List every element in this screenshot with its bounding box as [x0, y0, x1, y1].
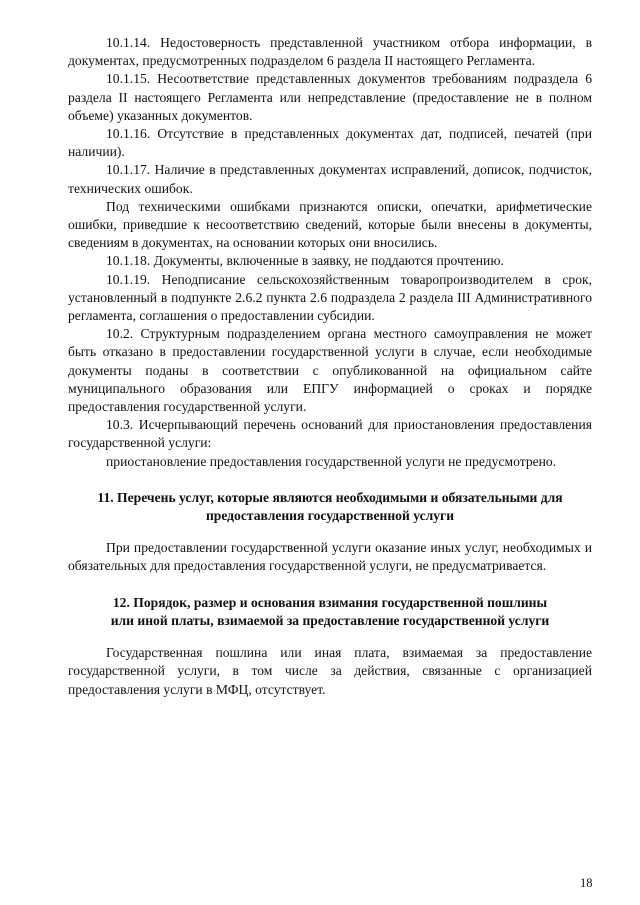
paragraph-10-2: 10.2. Структурным подразделением органа местного самоуправления не может быть отказано в предоставлении государственной услуги в случае, если необходимые документы поданы в соответствии с опубликованной на официальном сайте муниципального образования или ЕПГУ информацией о сроках и порядке предоставления государственной услуги. — [68, 326, 592, 415]
paragraph-suspension: приостановление предоставления государственной услуги не предусмотрено. — [106, 453, 557, 469]
paragraph-10-1-16: 10.1.16. Отсутствие в представленных документах дат, подписей, печатей (при наличии). — [68, 126, 592, 160]
section-11-body: При предоставлении государственной услуги оказание иных услуг, необходимых и обязательных для предоставления государственной услуги, не предусматривается. — [68, 540, 592, 574]
section-12-title-line-2: или иной платы, взимаемой за предоставление государственной услуги — [110, 612, 550, 628]
page-number: 18 — [580, 876, 593, 890]
document-page — [68, 34, 592, 699]
paragraph-10-1-15: 10.1.15. Несоответствие представленных документов требованиям подраздела 6 раздела II настоящего Регламента или непредставление (предоставление не в полном объеме) указанных документов. — [68, 71, 592, 123]
section-gap — [68, 471, 592, 489]
section-12-heading — [68, 594, 592, 630]
section-11-heading — [68, 489, 592, 525]
section-gap — [68, 525, 592, 539]
paragraph-10-1-14: 10.1.14. Недостоверность представленной участником отбора информации, в документах, предусмотренных подразделом 6 раздела II настоящего Регламента. — [68, 35, 592, 69]
paragraph-10-1-18: 10.1.18. Документы, включенные в заявку, не поддаются прочтению. — [106, 253, 504, 269]
section-12-title-line-1: 12. Порядок, размер и основания взимания государственной пошлины — [112, 594, 548, 610]
section-12-body: Государственная пошлина или иная плата, взимаемая за предоставление государственной услуги, в том числе за действия, связанные с организацией предоставления услуги в МФЦ, отсутствует. — [68, 645, 592, 697]
section-11-title-line-1: 11. Перечень услуг, которые являются необходимыми и обязательными для — [97, 489, 563, 505]
section-11-title-line-2: предоставления государственной услуги — [205, 508, 455, 524]
paragraph-technical-errors: Под техническими ошибками признаются описки, опечатки, арифметические ошибки, приведшие к несоответствию сведений, которые были внесены в документы, сведениям в документах, на основании которых они вносились. — [68, 198, 592, 251]
paragraph-10-1-17: 10.1.17. Наличие в представленных документах исправлений, дописок, подчисток, технических ошибок. — [68, 162, 592, 196]
paragraph-10-3: 10.3. Исчерпывающий перечень оснований для приостановления предоставления государственной услуги: — [68, 417, 592, 451]
section-gap — [68, 630, 592, 644]
paragraph-10-1-19: 10.1.19. Неподписание сельскохозяйственным товаропроизводителем в срок, установленный в подпункте 2.6.2 пункта 2.6 подраздела 2 раздела III Административного регламента, соглашения о предоставлении субсидии. — [68, 271, 592, 324]
section-gap — [68, 576, 592, 594]
